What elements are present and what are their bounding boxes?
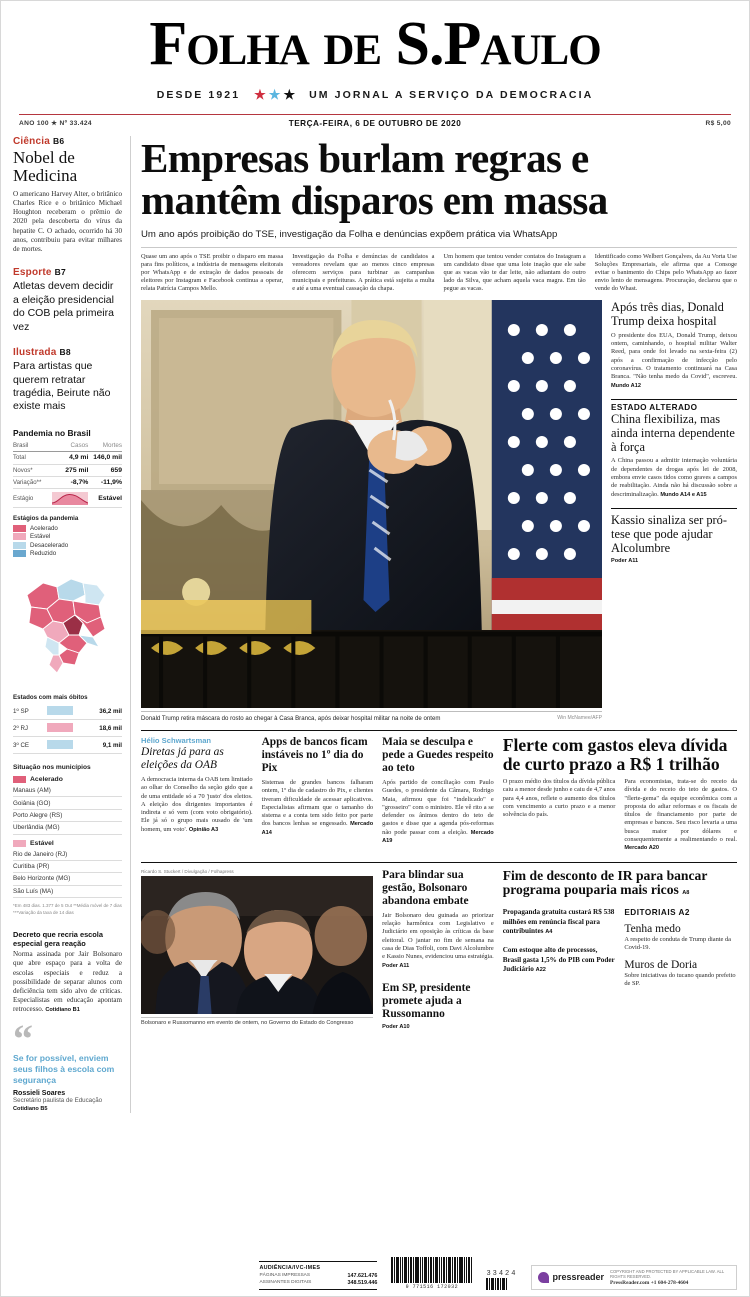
mid-body-schwartsman bbox=[141, 776, 253, 834]
cities-table-title bbox=[13, 694, 122, 701]
pandemic-table-body bbox=[13, 452, 122, 508]
pressreader-logo-text: pressreader bbox=[552, 1272, 604, 1283]
mid-headline-pix[interactable]: Apps de bancos ficam instáveis no 1º dia do Pix bbox=[261, 735, 368, 774]
lead-col-2: Investigação da Folha e denúncias de candidatos a vereadores revelam que ao menos cinco empresas oferecem serviços para turbinar as campanhas municipais e prefeituras. A prática está sujeita a multa e até a uma eventual cassação da chapa. bbox=[292, 252, 435, 293]
caption-text: Donald Trump retira máscara do rosto ao chegar à Casa Branca, após deixar hospital militar na noite de ontem bbox=[141, 714, 441, 722]
right-rail-kicker-estado-alterado: ESTADO ALTERADO bbox=[611, 399, 737, 412]
rr-body-text: O presidente dos EUA, Donald Trump, deixou ontem, caminhando, o hospital militar Walter Reed, para onde foi levado na sexta-feira (2) após a confirmação de infecção pelo coronavírus. O tratamento continuará na Casa Branca. "Não tenha medo da Covid", escreveu. bbox=[611, 331, 737, 381]
legend-title: Estágios da pandemia bbox=[13, 514, 79, 522]
right-rail-headline-china[interactable]: China flexibiliza, mas ainda interna dependente à força bbox=[611, 411, 735, 455]
main-column bbox=[131, 136, 737, 1113]
bottom-headline-sp[interactable]: Em SP, presidente promete ajuda a Russomanno bbox=[382, 982, 471, 1021]
list-item: Goiânia (GO) bbox=[13, 797, 122, 809]
rail-kicker-ilustrada bbox=[13, 347, 122, 358]
situation-group-acelerado bbox=[13, 776, 122, 783]
audit-row bbox=[259, 1273, 377, 1279]
masthead bbox=[1, 1, 749, 103]
trend-sparkline bbox=[47, 723, 73, 732]
rail-body-ciencia: O americano Harvey Alter, o britânico Charles Rice e o britânico Michael Houghton receberam o prêmio de 2020 pela descoberta do vírus da hepatite C. O achado, ocorrido há 30 anos, contribuiu para evitar milhares de mortes. bbox=[13, 189, 122, 254]
uf: RJ bbox=[20, 724, 28, 732]
audit-label: ASSINANTES DIGITAIS bbox=[259, 1280, 312, 1285]
promo-item-2[interactable] bbox=[503, 946, 616, 974]
rank-uf bbox=[13, 720, 47, 737]
row-estagio-value: Estável bbox=[98, 494, 122, 502]
row-casos: -8,7% bbox=[70, 479, 89, 487]
page-body bbox=[13, 136, 737, 1113]
list-item: Rio de Janeiro (RJ) bbox=[13, 849, 122, 861]
legend-label: Desacelerado bbox=[30, 541, 69, 549]
row-label: Novos* bbox=[13, 466, 33, 474]
main-photo-block bbox=[141, 300, 602, 722]
rr-ref[interactable]: Mundo A12 bbox=[611, 382, 641, 389]
col-header-0: Brasil bbox=[13, 440, 46, 452]
audit-title: AUDIÊNCIA/IVC-IMES bbox=[259, 1265, 321, 1271]
pull-quote-text: Se for possível, enviem seus filhos à escola com segurança bbox=[13, 1053, 115, 1086]
ir-ref[interactable]: A8 bbox=[682, 890, 690, 897]
editorials-title[interactable]: EDITORIAIS A2 bbox=[624, 908, 690, 918]
mid-col-divida[interactable] bbox=[503, 736, 737, 853]
page-footer bbox=[13, 1257, 737, 1290]
divider bbox=[141, 247, 737, 248]
rank: 1º bbox=[13, 708, 19, 716]
main-photo-trump bbox=[141, 300, 602, 708]
trend-sparkline bbox=[47, 706, 73, 715]
barcode-icon bbox=[391, 1257, 472, 1283]
row-label: Variação** bbox=[13, 479, 42, 487]
main-photo-caption bbox=[141, 711, 602, 722]
audit-row bbox=[259, 1280, 377, 1286]
ir-headline-text: Fim de desconto de IR para bancar programa pouparia mais ricos bbox=[502, 867, 708, 898]
promo-item-1[interactable] bbox=[503, 908, 616, 936]
mid-ref[interactable]: Opinião A3 bbox=[188, 826, 219, 833]
rail-headline-esporte[interactable]: Atletas devem decidir a eleição presidencial do COB pela primeira vez bbox=[13, 280, 114, 333]
rail-page-ref: B7 bbox=[54, 267, 66, 278]
star-black-icon: ★ bbox=[283, 86, 296, 102]
bottom-col-bolsonaro[interactable] bbox=[382, 869, 494, 1030]
bottom-ref-sp[interactable]: Poder A10 bbox=[382, 1024, 410, 1031]
total-value: 18,6 mil bbox=[75, 720, 122, 737]
bottom-ref[interactable]: Poder A11 bbox=[382, 962, 410, 969]
quote-ref[interactable]: Cotidiano B5 bbox=[13, 1105, 48, 1112]
rail-headline-ciencia[interactable]: Nobel de Medicina bbox=[13, 148, 78, 186]
group-label: Estável bbox=[30, 839, 54, 847]
trend-sparkline bbox=[47, 740, 73, 749]
bottom-photo-block bbox=[141, 869, 373, 1030]
lead-subhead: Um ano após proibição do TSE, investigação da Folha e denúncias expõem prática via WhatsApp bbox=[141, 228, 558, 240]
star-red-icon: ★ bbox=[254, 86, 266, 102]
audit-label: PÁGINAS IMPRESSAS bbox=[259, 1272, 311, 1278]
promo-ref[interactable]: A4 bbox=[545, 928, 553, 935]
rail-page-ref: B6 bbox=[52, 136, 65, 147]
mid-body-maia bbox=[382, 779, 494, 846]
photo-credit: Win McNamee/AFP bbox=[557, 714, 602, 721]
table-row bbox=[13, 737, 122, 754]
mid-ref[interactable]: Mercado A14 bbox=[261, 821, 374, 836]
rank: 2º bbox=[13, 724, 19, 732]
table-header-row bbox=[13, 440, 122, 452]
legend-item-reduzido bbox=[13, 550, 122, 557]
dateline bbox=[19, 119, 731, 127]
table-row bbox=[13, 720, 122, 737]
editorial-headline-1[interactable]: Tenha medo bbox=[624, 923, 681, 936]
pandemic-title: Pandemia no Brasil bbox=[13, 427, 91, 438]
masthead-title: Folha de S.Paulo bbox=[149, 10, 601, 78]
ir-story[interactable] bbox=[503, 869, 737, 898]
cover-price: R$ 5,00 bbox=[705, 119, 731, 127]
divida-body-right-text: Para economistas, trata-se do receio da dívida e do receio do teto de gastos. O "flerte-gema" da equipe econômica com a proposta do adiar reformas e os fiscais de títulos de financiamento por parte de empresas e bancos. Seu risco levaria a uma busca maior por dólares e consequentemente a realimentando o real. bbox=[624, 777, 737, 844]
row-label: Total bbox=[13, 454, 26, 462]
left-bottom-story[interactable] bbox=[13, 930, 122, 1015]
uf: SP bbox=[20, 708, 29, 716]
rail-kicker-esporte bbox=[13, 267, 122, 278]
rank: 3º bbox=[13, 741, 19, 749]
mid-headline-divida[interactable]: Flerte com gastos eleva dívida de curto prazo a R$ 1 trilhão bbox=[502, 734, 728, 774]
rail-item-ilustrada[interactable] bbox=[13, 347, 122, 414]
star-blue-icon: ★ bbox=[268, 86, 281, 102]
divida-ref[interactable]: Mercado A20 bbox=[624, 845, 659, 852]
row-mortes: 659 bbox=[110, 466, 122, 474]
mid-col-schwartsman[interactable] bbox=[141, 736, 253, 853]
table-row bbox=[13, 452, 122, 464]
pressreader-bar[interactable] bbox=[531, 1265, 737, 1290]
issue-date: TERÇA-FEIRA, 6 DE OUTUBRO DE 2020 bbox=[288, 118, 462, 128]
legend-label: Estável bbox=[30, 533, 51, 541]
lead-col-3: Um homem que tentou vender contatos do Instagram a um candidato disse que uma lote inação que ele sabe que as vacas vão te dar leite, não adiantam do outro lado da Silva, que acham aquela vaca magra. Em tão pegue as vacas. bbox=[443, 252, 586, 293]
mid-col-maia[interactable] bbox=[382, 736, 494, 853]
bottom-body-text: Jair Bolsonaro deu guinada ao priorizar relação harmônica com Legislativo e Judiciário em oposição às críticas da base eleitoral. O jantar no fim de semana na casa de Dias Toffoli, com Davi Alcolumbre e Kassio Nunes, evidenciou uma estratégia. bbox=[382, 911, 494, 961]
list-item: Porto Alegre (RS) bbox=[13, 810, 122, 822]
pressreader-dot-icon bbox=[538, 1272, 549, 1283]
lead-body-columns bbox=[141, 253, 737, 294]
bottom-photo-bolsonaro bbox=[141, 876, 373, 1014]
legend-item-desacelerado bbox=[13, 542, 122, 549]
sparkline-chart bbox=[52, 492, 88, 505]
editorial-body-1: A respeito de conduta de Trump diante da Covid-19. bbox=[624, 936, 732, 952]
rail-item-esporte[interactable] bbox=[13, 267, 122, 334]
total-value: 36,2 mil bbox=[75, 704, 122, 720]
barcode-issue-box bbox=[486, 1269, 517, 1290]
right-rail-headline-kassio[interactable]: Kassio sinaliza ser pró-tese que pode ajudar Alcolumbre bbox=[611, 512, 727, 556]
row-casos: 275 mil bbox=[65, 466, 89, 474]
barcode-box bbox=[391, 1257, 472, 1290]
list-item: São Luís (MA) bbox=[13, 886, 122, 898]
rail-kicker-label: Esporte bbox=[13, 267, 52, 279]
row-casos: 4,9 mi bbox=[69, 454, 89, 462]
right-rail-item-trump[interactable] bbox=[611, 300, 737, 390]
bottom-col-ir bbox=[503, 869, 737, 1030]
masthead-subline bbox=[1, 87, 749, 103]
right-rail-item-china[interactable] bbox=[611, 412, 737, 499]
editorial-headline-2[interactable]: Muros de Doria bbox=[624, 958, 698, 971]
legend-swatch bbox=[13, 542, 26, 549]
list-item: Curitiba (PR) bbox=[13, 861, 122, 873]
trend-cell bbox=[47, 720, 75, 737]
legend-swatch bbox=[13, 550, 26, 557]
bottom-headline-bolsonaro[interactable]: Para blindar sua gestão, Bolsonaro abandona embate bbox=[382, 868, 469, 907]
rail-item-ciencia[interactable] bbox=[13, 136, 122, 254]
divida-body-left: O prazo médio dos títulos da dívida pública caiu a menor desde junho e caiu de 4,7 anos para 4,4 anos, reflete o aumento dos títulos com vencimento a curto prazo e a menor solvência do país. bbox=[502, 777, 616, 819]
cities-table bbox=[13, 704, 122, 754]
row-mortes: -11,9% bbox=[100, 479, 122, 487]
mid-ref[interactable]: Mercado A19 bbox=[382, 829, 494, 845]
left-bottom-headline[interactable]: Decreto que recria escola especial gera reação bbox=[13, 930, 103, 949]
group-label: Acelerado bbox=[30, 776, 63, 784]
brazil-map bbox=[13, 565, 122, 688]
promo-text: Propaganda gratuita custará R$ 538 milhões em renúncia fiscal para contribuintes bbox=[502, 908, 615, 935]
quote-author: Rossieli Soares bbox=[13, 1089, 66, 1097]
issue-digits: 33424 bbox=[486, 1270, 518, 1278]
row-sparkline-cell bbox=[46, 489, 88, 507]
bottom-headline-ir[interactable] bbox=[503, 869, 737, 898]
trend-cell bbox=[47, 737, 75, 754]
legend-item-estavel bbox=[13, 533, 122, 540]
dateline-wrap bbox=[1, 119, 749, 127]
pandemic-infobox bbox=[13, 428, 122, 557]
table-row bbox=[13, 704, 122, 720]
total-value: 9,1 mil bbox=[75, 737, 122, 754]
audit-value: 147.621.476 bbox=[347, 1272, 378, 1279]
group-swatch bbox=[13, 840, 26, 847]
bottom-two-column-area bbox=[503, 908, 737, 988]
table-row bbox=[13, 476, 122, 488]
editorial-body-2: Sobre iniciativas do tucano quando prefeito de SP. bbox=[624, 971, 736, 988]
situation-footnotes: *Em 483 dias. 1.377 de 5 Out **Média móvel de 7 dias ***Variação da taxa de 14 dias bbox=[13, 903, 122, 915]
pressreader-contact-block bbox=[610, 1269, 730, 1286]
legend-swatch bbox=[13, 533, 26, 540]
uf: CE bbox=[20, 741, 30, 749]
byline-schwartsman[interactable]: Hélio Schwartsman bbox=[141, 735, 212, 745]
right-rail bbox=[611, 300, 737, 722]
rr-ref[interactable]: Mundo A14 e A15 bbox=[660, 491, 707, 498]
col-header-2: Mortes bbox=[88, 440, 122, 452]
editorials-column bbox=[624, 908, 737, 988]
divida-body-right bbox=[624, 778, 737, 853]
masthead-since: DESDE 1921 bbox=[156, 88, 241, 101]
mid-body-text: A democracia interna da OAB tem limitado ao olhar do Conselho da seção gido que a de uma entidade só a 70 'justo' dos eleitos. A eleição dos dirigentes importantes é indireta e só vem (com voto obrigatório). Ele já só o grupo mais ousado de 'um homem, um voto'. bbox=[141, 775, 253, 833]
promo-text: Com estoque alto de processos, Brasil gasta 1,5% do PIB com Poder Judiciário bbox=[502, 946, 615, 973]
pandemic-table bbox=[13, 440, 122, 508]
pressreader-contact[interactable]: PressReader.com +1 604-278-4604 bbox=[610, 1280, 689, 1286]
sparkline-svg bbox=[52, 492, 88, 505]
mid-body-text: Sistemas de grandes bancos falharam ontem, 1º dia de cadastro do Pix, e clientes tiveram dificuldade de acessar aplicativos. Especialistas afirmam que o tamanho do sistema e a conta tem sido feito por parte dos bancos lenhas se engessado. bbox=[261, 778, 374, 828]
left-bottom-body bbox=[13, 950, 122, 1015]
right-rail-headline-trump[interactable]: Após três dias, Donald Trump deixa hospital bbox=[611, 300, 724, 329]
barcode-digits: 9 771516 172032 bbox=[405, 1284, 459, 1290]
right-rail-body-china bbox=[611, 457, 737, 499]
brazil-map-svg bbox=[13, 565, 125, 683]
table-row bbox=[13, 464, 122, 476]
bottom-photo-credit: Ricardo S. Stuckert / Divulgação / Folhapress bbox=[141, 868, 234, 874]
table-row-estagio bbox=[13, 489, 122, 507]
mid-band bbox=[141, 730, 737, 853]
stars-ornament bbox=[254, 87, 295, 103]
rr-body-text: A China passou a admitir internação voluntária de dependentes de drogas após lei de 2008, embora envie casos tidos como graves a campos de reabilitação. Ainda não há discussão sobre a descriminalização. bbox=[611, 457, 737, 498]
mid-headline-maia[interactable]: Maia se desculpa e pede a Guedes respeito ao teto bbox=[382, 735, 494, 774]
trend-cell bbox=[47, 704, 75, 720]
mid-body-text: Após partido de conciliação com Paulo Guedes, o presidente da Câmara, Rodrigo Maia, afirmou que foi "indelicado" e "grosseiro" com o ministro. Ele vê rito a se defender os ânimos dentro do teto de gastos e disse que a agenda pós-reformas não pode passar com a eleição. bbox=[382, 778, 494, 836]
quote-mark-icon: “ bbox=[13, 1015, 33, 1061]
group-swatch bbox=[13, 776, 26, 783]
list-item: Belo Horizonte (MG) bbox=[13, 873, 122, 885]
issue-barcode-icon bbox=[486, 1278, 517, 1290]
rail-kicker-ciencia bbox=[13, 136, 122, 147]
right-rail-item-kassio[interactable] bbox=[611, 513, 737, 564]
audit-value: 348.519.446 bbox=[347, 1280, 378, 1286]
lead-headline[interactable]: Empresas burlam regras e mantêm disparos em massa bbox=[141, 135, 608, 223]
mid-body-pix bbox=[262, 779, 374, 837]
left-bottom-body-text: Norma assinada por Jair Bolsonaro que abre espaço para a volta de escolas especiais e reduz a possibilidade de separar alunos com deficiência tem sido alvo de críticas. Especialistas em educação apontam retrocesso. bbox=[13, 950, 122, 1014]
rail-kicker-label: Ciência bbox=[13, 136, 50, 148]
bottom-photo-caption: Bolsonaro e Russomanno em evento de ontem, no Governo do Estado do Congresso bbox=[141, 1017, 373, 1026]
quote-role bbox=[13, 1097, 122, 1113]
right-rail-body-trump bbox=[611, 332, 737, 390]
divider bbox=[611, 508, 737, 509]
situation-group-estavel bbox=[13, 840, 122, 847]
mid-col-pix[interactable] bbox=[262, 736, 374, 853]
lead-col-1: Quase um ano após o TSE proibir o disparo em massa para fins políticos, a indústria de mensagens eleitorais por WhatsApp e de extração de dados pessoais de eleitores por Instagram e Facebook continua a operar, relata Patrícia Campos Mello. bbox=[141, 252, 284, 293]
lead-col-4: Identificado como Welbert Gonçalves, da Au Vorta Use Soluções Empresariais, ele afirma que a Consoge evitar o banimento do Chips pelo WhatsApp ao fazer envio lento de mensagens. Procuração, declarou que o vende do Whast. bbox=[594, 252, 737, 293]
pressreader-logo[interactable] bbox=[538, 1272, 604, 1283]
left-rail bbox=[13, 136, 131, 1113]
promos-column bbox=[503, 908, 616, 988]
mid-headline-schwartsman[interactable]: Diretas já para as eleições da OAB bbox=[141, 745, 224, 771]
spacer bbox=[13, 334, 122, 347]
spacer bbox=[13, 254, 122, 267]
divida-body-columns bbox=[503, 778, 737, 853]
masthead-tagline: UM JORNAL A SERVIÇO DA DEMOCRACIA bbox=[309, 88, 594, 101]
audit-box bbox=[259, 1261, 377, 1290]
rail-kicker-label: Ilustrada bbox=[13, 347, 57, 359]
rail-headline-ilustrada[interactable]: Para artistas que querem retratar tragédia, Beirute não existe mais bbox=[13, 360, 111, 413]
row-mortes: 146,0 mil bbox=[93, 454, 122, 462]
legend-label: Acelerado bbox=[30, 524, 58, 532]
rank-uf bbox=[13, 704, 47, 720]
legend-label: Reduzido bbox=[30, 550, 57, 558]
cities-table-title-label: Estados com mais óbitos bbox=[13, 694, 88, 702]
rank-uf bbox=[13, 737, 47, 754]
left-bottom-ref[interactable]: Cotidiano B1 bbox=[45, 1007, 80, 1014]
legend-item-acelerado bbox=[13, 525, 122, 532]
rr-ref-kassio[interactable]: Poder A11 bbox=[611, 558, 639, 565]
photo-and-right-rail bbox=[141, 300, 737, 722]
edition-number: ANO 100 ★ Nº 33.424 bbox=[19, 120, 92, 128]
rail-page-ref: B8 bbox=[59, 347, 71, 358]
col-header-1: Casos bbox=[46, 440, 88, 452]
legend-swatch bbox=[13, 525, 26, 532]
bottom-band bbox=[141, 862, 737, 1030]
promo-ref[interactable]: A22 bbox=[535, 966, 546, 973]
masthead-rule bbox=[19, 114, 731, 116]
situation-title: Situação nos municípios bbox=[13, 764, 91, 772]
list-item: Uberlândia (MG) bbox=[13, 822, 122, 834]
main-photo-svg bbox=[141, 300, 602, 708]
row-label: Estágio bbox=[13, 494, 34, 502]
pandemic-table-head bbox=[13, 440, 122, 452]
quote-role-text: Secretário paulista de Educação bbox=[13, 1096, 103, 1104]
bottom-photo-svg bbox=[141, 876, 373, 1014]
list-item: Manaus (AM) bbox=[13, 785, 122, 797]
bottom-body-bolsonaro bbox=[382, 912, 494, 970]
pressreader-note: COPYRIGHT AND PROTECTED BY APPLICABLE LAW. ALL RIGHTS RESERVED. bbox=[610, 1268, 725, 1280]
